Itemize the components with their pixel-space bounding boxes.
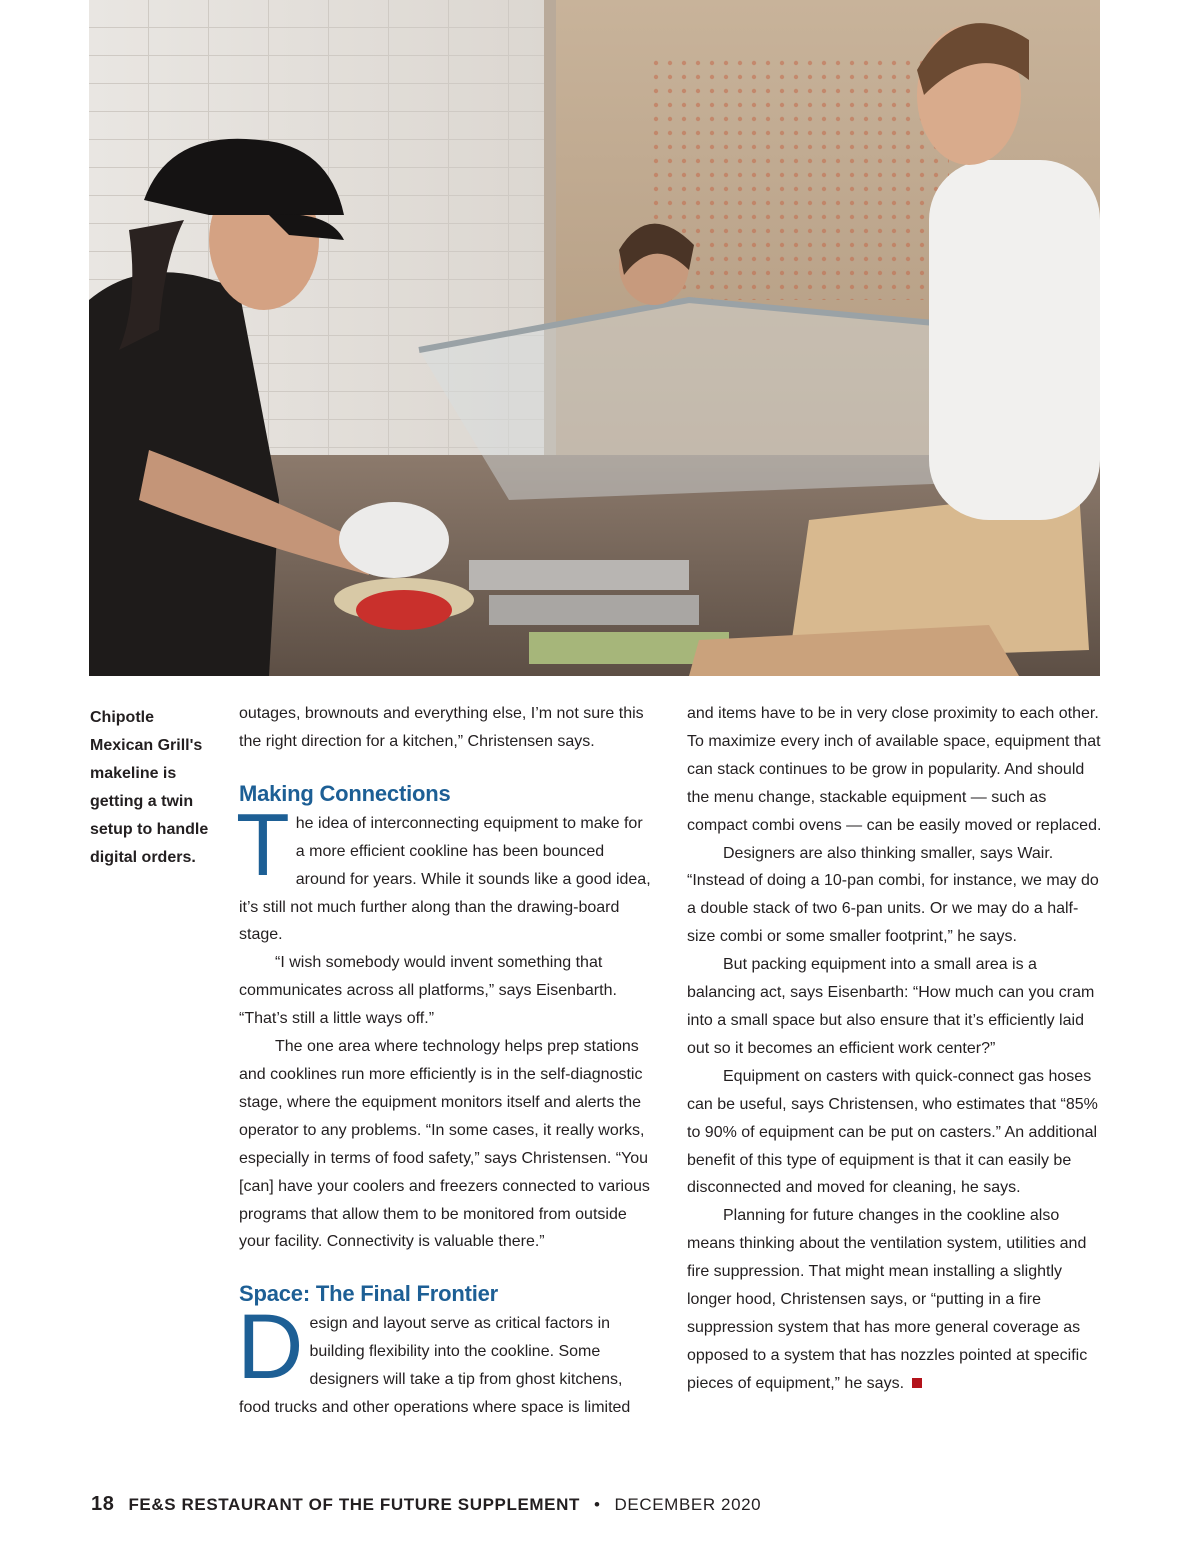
paragraph: The one area where technology helps prep stations and cooklines run more efficiently is in the self-diagnostic stage, where the equipment monitors itself and alerts the operator to any problems. “In some cases, it really works, especially in terms of food safety,” says Christensen. “You [can] have your coolers and freezers connected to various programs that allow them to be monitored from outside your facility. Connectivity is valuable there.” — [239, 1038, 650, 1251]
issue-date: DECEMBER 2020 — [614, 1495, 762, 1514]
paragraph-text: he idea of interconnecting equipment to make for a more efficient cookline has been bounced around for years. While it sounds like a good idea, it’s still not much further along than the drawing-board stage. — [239, 814, 651, 944]
footer-separator: • — [593, 1495, 601, 1514]
article-column-2 — [687, 700, 1102, 1398]
publication-name: FE&S RESTAURANT OF THE FUTURE SUPPLEMENT — [128, 1495, 580, 1514]
paragraph: But packing equipment into a small area is a balancing act, says Eisenbarth: “How much can you cram into a small space but also ensure that it’s efficiently laid out so it becomes an efficient work center?” — [687, 956, 1095, 1057]
paragraph-with-dropcap — [236, 794, 654, 950]
paragraph: outages, brownouts and everything else, I’m not sure this the right direction for a kitchen,” Christensen says. — [239, 705, 644, 750]
paragraph-final — [687, 1202, 1102, 1397]
paragraph: “I wish somebody would invent something that communicates across all platforms,” says Eisenbarth. “That’s still a little ways off.” — [239, 954, 617, 1028]
restaurant-makeline-photo-icon — [89, 0, 1100, 676]
page-footer — [91, 1490, 761, 1518]
section-heading-space-final-frontier: Space: The Final Frontier — [239, 1281, 499, 1307]
paragraph-text: Planning for future changes in the cookline also means thinking about the ventilation system, utilities and fire suppression. That might mean installing a slightly longer hood, Christensen says, or “putting in a fire suppression system that has more general coverage as opposed to a system that has nozzles pointed at specific pieces of equipment,” he says. — [687, 1207, 1088, 1392]
dropcap: T — [236, 794, 290, 894]
paragraph-text: esign and layout serve as critical factors in building flexibility into the cookline. Some designers will take a tip from ghost kitchens, food trucks and other operations where space is limited — [239, 1315, 631, 1417]
paragraph: and items have to be in very close proximity to each other. To maximize every inch of available space, equipment that can stack continues to be grow in popularity. And should the menu change, stackable equipment — such as compact combi ovens — can be easily moved or replaced. — [687, 705, 1102, 834]
page-number: 18 — [91, 1493, 115, 1515]
article-column-1 — [236, 700, 654, 1422]
end-of-article-square-icon — [912, 1378, 922, 1388]
section-heading-making-connections: Making Connections — [239, 780, 451, 806]
paragraph: Equipment on casters with quick-connect gas hoses can be useful, says Christensen, who estimates that “85% to 90% of equipment can be put on casters.” An additional benefit of this type of equipment is that it can easily be disconnected and moved for cleaning, he says. — [687, 1067, 1098, 1197]
paragraph-with-dropcap — [237, 1296, 654, 1422]
dropcap: D — [237, 1296, 304, 1399]
makeline-photo — [89, 0, 1100, 676]
photo-caption: Chipotle Mexican Grill's makeline is getting a twin setup to handle digital orders. — [90, 709, 209, 866]
paragraph: Designers are also thinking smaller, says Wair. “Instead of doing a 10-pan combi, for instance, we may do a double stack of two 6-pan units. Or we may do a half-size combi or some smaller footprint,” he says. — [687, 844, 1099, 946]
